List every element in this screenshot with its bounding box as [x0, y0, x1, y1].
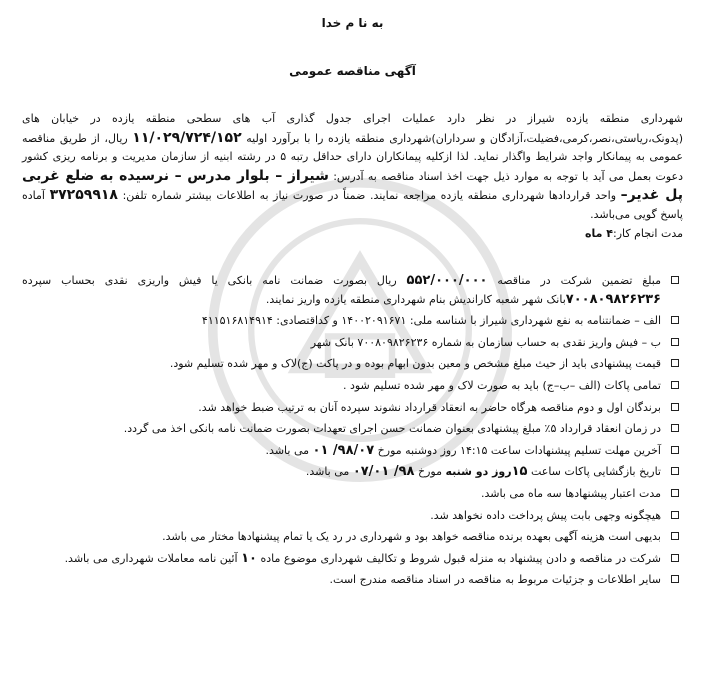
list-item: تمامی پاکات (الف –ب–ج) باید به صورت لاک و مهر شده تسلیم شود .: [22, 377, 683, 396]
deadline-date: ۹۸/۰۷/ ۰۱: [312, 442, 375, 458]
duration-value: ۴ ماه: [585, 226, 613, 240]
intro-text-4: آماده پاسخ گویی می‌باشد.: [22, 189, 683, 221]
checkbox-bullet-icon: [671, 276, 679, 284]
list-item: آخرین مهلت تسلیم پیشنهادات ساعت ۱۴:۱۵ روز دوشنبه مورخ ۹۸/۰۷/ ۰۱ می باشد.: [22, 442, 683, 461]
checkbox-bullet-icon: [671, 511, 679, 519]
article-number: ۱۰: [241, 550, 257, 566]
list-item: هیچگونه وجهی بابت پیش پرداخت داده نخواهد شد.: [22, 507, 683, 526]
list-item: الف – ضمانتنامه به نفع شهرداری شیراز با شناسه ملی: ۱۴۰۰۲۰۹۱۶۷۱ و کداقتصادی: ۴۱۱۵۱۶۸۱۴۹۱۴: [22, 312, 683, 331]
opening-hour: ۱۵: [511, 464, 528, 480]
checkbox-bullet-icon: [671, 424, 679, 432]
intro-paragraph: [22, 110, 683, 243]
checkbox-bullet-icon: [671, 403, 679, 411]
account-number: ۷۰۰۸۰۹۸۲۶۲۳۶: [565, 291, 661, 307]
list-item: شرکت در مناقصه و دادن پیشنهاد به منزله قبول شروط و تکالیف شهرداری موضوع ماده ۱۰ آئین نامه معاملات شهرداری می باشد.: [22, 550, 683, 569]
list-item: سایر اطلاعات و جزئیات مربوط به مناقصه در اسناد مناقصه مندرج است.: [22, 571, 683, 590]
list-item: ب – فیش واریز نقدی به حساب سازمان به شماره ۷۰۰۸۰۹۸۲۶۲۳۶ بانک شهر: [22, 334, 683, 353]
checkbox-bullet-icon: [671, 532, 679, 540]
duration-label: مدت انجام کار:: [612, 226, 683, 240]
phone-number: ۳۷۲۵۹۹۱۸: [49, 187, 118, 204]
checkbox-bullet-icon: [671, 489, 679, 497]
checkbox-bullet-icon: [671, 381, 679, 389]
bismillah-heading: به نا م خدا: [321, 16, 384, 30]
list-item: تاریخ بازگشایی پاکات ساعت ۱۵روز دو شنبه مورخ ۹۸/ ۰۷/۰۱ می باشد.: [22, 463, 683, 482]
list-item: قیمت پیشنهادی باید از حیث مبلغ مشخص و معین بدون ابهام بوده و در پاکت (ج)لاک و مهر شده تسلیم شود.: [22, 355, 683, 374]
estimate-amount: ۱۱/۰۲۹/۷۲۴/۱۵۲: [132, 129, 242, 146]
intro-text-1: شهرداری منطقه یازده شیراز در نظر دارد عملیات اجرای جدول گذاری آب های سطحی منطقه یازده در خیابان های (پدونک،ریاستی،نصر،کرمی،فضیلت،آزادگان و سرداران)شهرداری منطقه یازده را با برآورد اولیه: [22, 112, 684, 145]
list-item: بدیهی است هزینه آگهی بعهده برنده مناقصه خواهد بود و شهرداری در رد یک یا تمام پیشنهادها مختار می باشد.: [22, 528, 683, 547]
checkbox-bullet-icon: [671, 446, 679, 454]
intro-text-2: ریال، از طریق مناقصه عمومی به پیمانکار واجد شرایط واگذار نماید. لذا ازکلیه پیمانکاران دارای حداقل رتبه ۵ در رشته ابنیه از سازمان مدیریت و برنامه ریزی کشور دعوت بعمل می آید با توجه به موارد ذیل جهت اخذ اسناد مناقصه به آدرس:: [22, 131, 683, 183]
address-text: شیراز – بلوار مدرس – نرسیده به ضلع غربی پل غدیر–: [22, 167, 684, 204]
intro-text-3: واحد قراردادها شهرداری منطقه یازده مراجعه نمایند. ضمناً در صورت نیاز به اطلاعات بیشتر شماره تلفن:: [122, 189, 617, 203]
checkbox-bullet-icon: [671, 575, 679, 583]
list-item: در زمان انعقاد قرارداد ۵٪ مبلغ پیشنهادی بعنوان ضمانت حسن اجرای تعهدات بصورت ضمانت نامه بانکی اخذ می گردد.: [22, 420, 683, 439]
guarantee-amount: ۵۵۲/۰۰۰/۰۰۰: [406, 273, 488, 288]
conditions-list: [22, 272, 683, 593]
checkbox-bullet-icon: [671, 554, 679, 562]
list-item: مبلغ تضمین شرکت در مناقصه ۵۵۲/۰۰۰/۰۰۰ ریال بصورت ضمانت نامه بانکی یا فیش واریزی نقدی بحساب سپرده ۷۰۰۸۰۹۸۲۶۲۳۶بانک شهر شعبه کارانديش بنام شهرداری منطقه یازده واریز نمایند.: [22, 272, 683, 309]
checkbox-bullet-icon: [671, 359, 679, 367]
list-item: برندگان اول و دوم مناقصه هرگاه حاضر به انعقاد قرارداد نشوند سپرده آنان به ترتیب ضبط خواهد شد.: [22, 399, 683, 418]
checkbox-bullet-icon: [671, 467, 679, 475]
checkbox-bullet-icon: [671, 316, 679, 324]
opening-date: ۹۸/ ۰۷/۰۱: [352, 464, 415, 480]
page-title: آگهی مناقصه عمومی: [289, 64, 416, 78]
checkbox-bullet-icon: [671, 338, 679, 346]
list-item: مدت اعتبار پیشنهادها سه ماه می باشد.: [22, 485, 683, 504]
